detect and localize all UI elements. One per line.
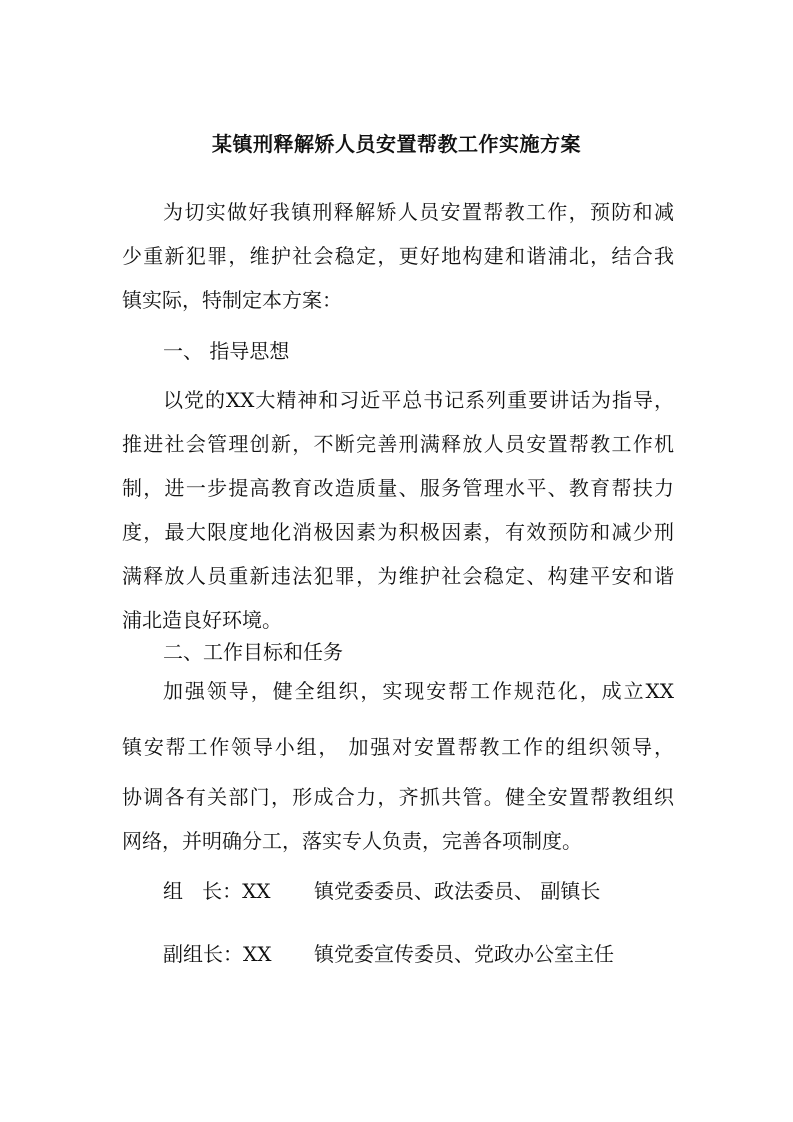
intro-line-1: 为切实做好我镇刑释解矫人员安置帮教工作，预防和减 (163, 200, 674, 224)
section-1-line-3: 制，进一步提高教育改造质量、服务管理水平、教育帮扶力 (122, 476, 674, 500)
roster-label-leader: 组 长：XX (163, 879, 271, 903)
section-1-line-1: 以党的XX大精神和习近平总书记系列重要讲话为指导， (163, 388, 674, 412)
roster-role-deputy: 镇党委宣传委员、党政办公室主任 (314, 942, 614, 966)
section-1-heading: 一、 指导思想 (163, 339, 290, 363)
intro-line-3: 镇实际，特制定本方案： (122, 288, 342, 312)
document-title: 某镇刑释解矫人员安置帮教工作实施方案 (212, 132, 581, 156)
roster-label-deputy: 副组长：XX (163, 942, 272, 966)
section-2-line-2: 镇安帮工作领导小组， 加强对安置帮教工作的组织领导， (122, 735, 674, 759)
section-1-line-4: 度，最大限度地化消极因素为积极因素，有效预防和减少刑 (122, 520, 674, 544)
section-2-heading: 二、工作目标和任务 (163, 640, 343, 664)
section-1-line-6: 浦北造良好环境。 (122, 608, 282, 632)
section-2-line-1: 加强领导，健全组织，实现安帮工作规范化，成立XX (163, 679, 674, 703)
section-1-line-2: 推进社会管理创新，不断完善刑满释放人员安置帮教工作机 (122, 432, 674, 456)
section-2-line-4: 网络，并明确分工，落实专人负责，完善各项制度。 (122, 829, 582, 853)
section-2-line-3: 协调各有关部门，形成合力，齐抓共管。健全安置帮教组织 (122, 785, 674, 809)
roster-role-leader: 镇党委委员、政法委员、 副镇长 (314, 879, 601, 903)
intro-line-2: 少重新犯罪，维护社会稳定，更好地构建和谐浦北，结合我 (122, 244, 674, 268)
section-1-line-5: 满释放人员重新违法犯罪，为维护社会稳定、构建平安和谐 (122, 564, 674, 588)
